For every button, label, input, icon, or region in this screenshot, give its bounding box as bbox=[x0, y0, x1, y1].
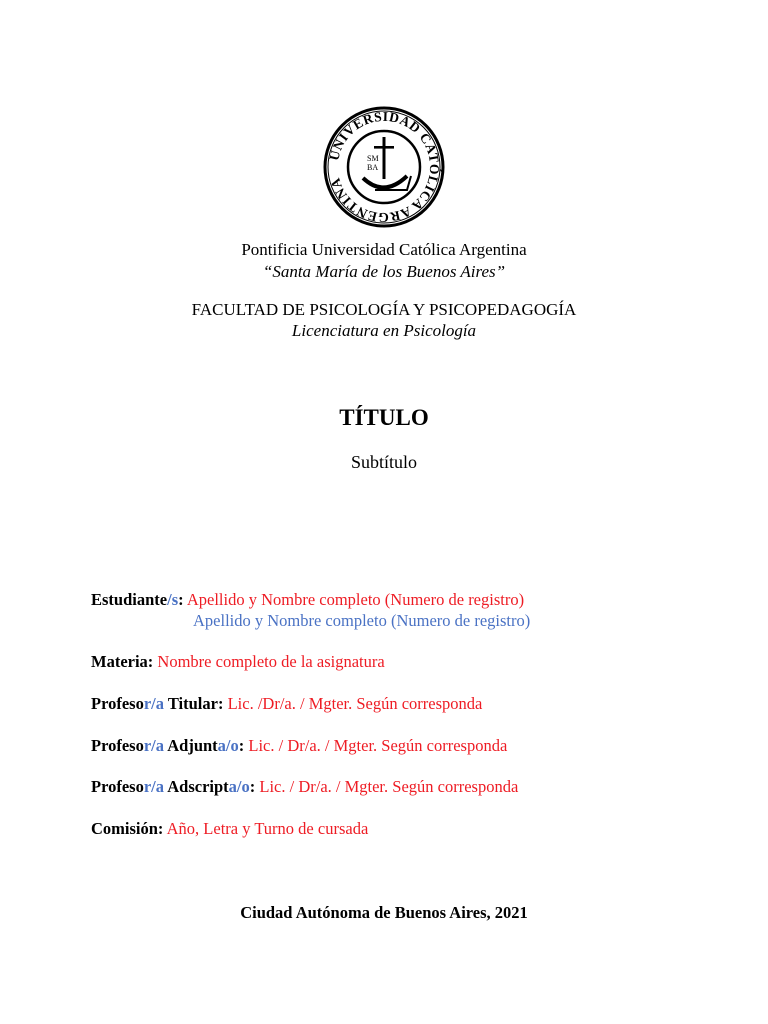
university-seal-logo bbox=[323, 106, 445, 228]
faculty-name: FACULTAD DE PSICOLOGÍA Y PSICOPEDAGOGÍA bbox=[191, 300, 577, 319]
professor-adjunto-label: Profesor/a Adjunta/o: bbox=[91, 736, 245, 755]
university-motto: “Santa María de los Buenos Aires” bbox=[262, 262, 506, 281]
professor-adscripto-label: Profesor/a Adscripta/o: bbox=[91, 777, 256, 796]
commission-value: Año, Letra y Turno de cursada bbox=[166, 819, 369, 838]
professor-titular-field bbox=[91, 694, 482, 714]
svg-text:UNIVERSIDAD CATÓLICA ARGENTINA: UNIVERSIDAD CATÓLICA ARGENTINA bbox=[326, 108, 443, 226]
professor-adscripto-field bbox=[91, 777, 518, 797]
commission-field bbox=[91, 819, 368, 839]
document-subtitle: Subtítulo bbox=[350, 452, 417, 472]
university-name: Pontificia Universidad Católica Argentina bbox=[241, 240, 527, 259]
subject-label: Materia: bbox=[91, 652, 154, 671]
student-field bbox=[91, 590, 524, 610]
commission-label: Comisión: bbox=[91, 819, 164, 838]
professor-titular-value: Lic. /Dr/a. / Mgter. Según corresponda bbox=[227, 694, 483, 713]
subject-value: Nombre completo de la asignatura bbox=[157, 652, 385, 671]
student-value: Apellido y Nombre completo (Numero de registro) bbox=[186, 590, 525, 609]
student-value-second: Apellido y Nombre completo (Numero de registro) bbox=[193, 611, 531, 630]
professor-titular-label: Profesor/a Titular: bbox=[91, 694, 224, 713]
subject-field bbox=[91, 652, 385, 672]
professor-adjunto-value: Lic. / Dr/a. / Mgter. Según corresponda bbox=[248, 736, 508, 755]
student-label: Estudiante/s: bbox=[91, 590, 184, 609]
professor-adscripto-value: Lic. / Dr/a. / Mgter. Según corresponda bbox=[259, 777, 519, 796]
svg-text:SM: SM bbox=[367, 154, 379, 163]
svg-text:BA: BA bbox=[367, 163, 379, 172]
document-title: TÍTULO bbox=[339, 405, 429, 430]
professor-adjunto-field bbox=[91, 736, 507, 756]
place-and-year: Ciudad Autónoma de Buenos Aires, 2021 bbox=[240, 903, 528, 922]
degree-name: Licenciatura en Psicología bbox=[291, 321, 477, 340]
